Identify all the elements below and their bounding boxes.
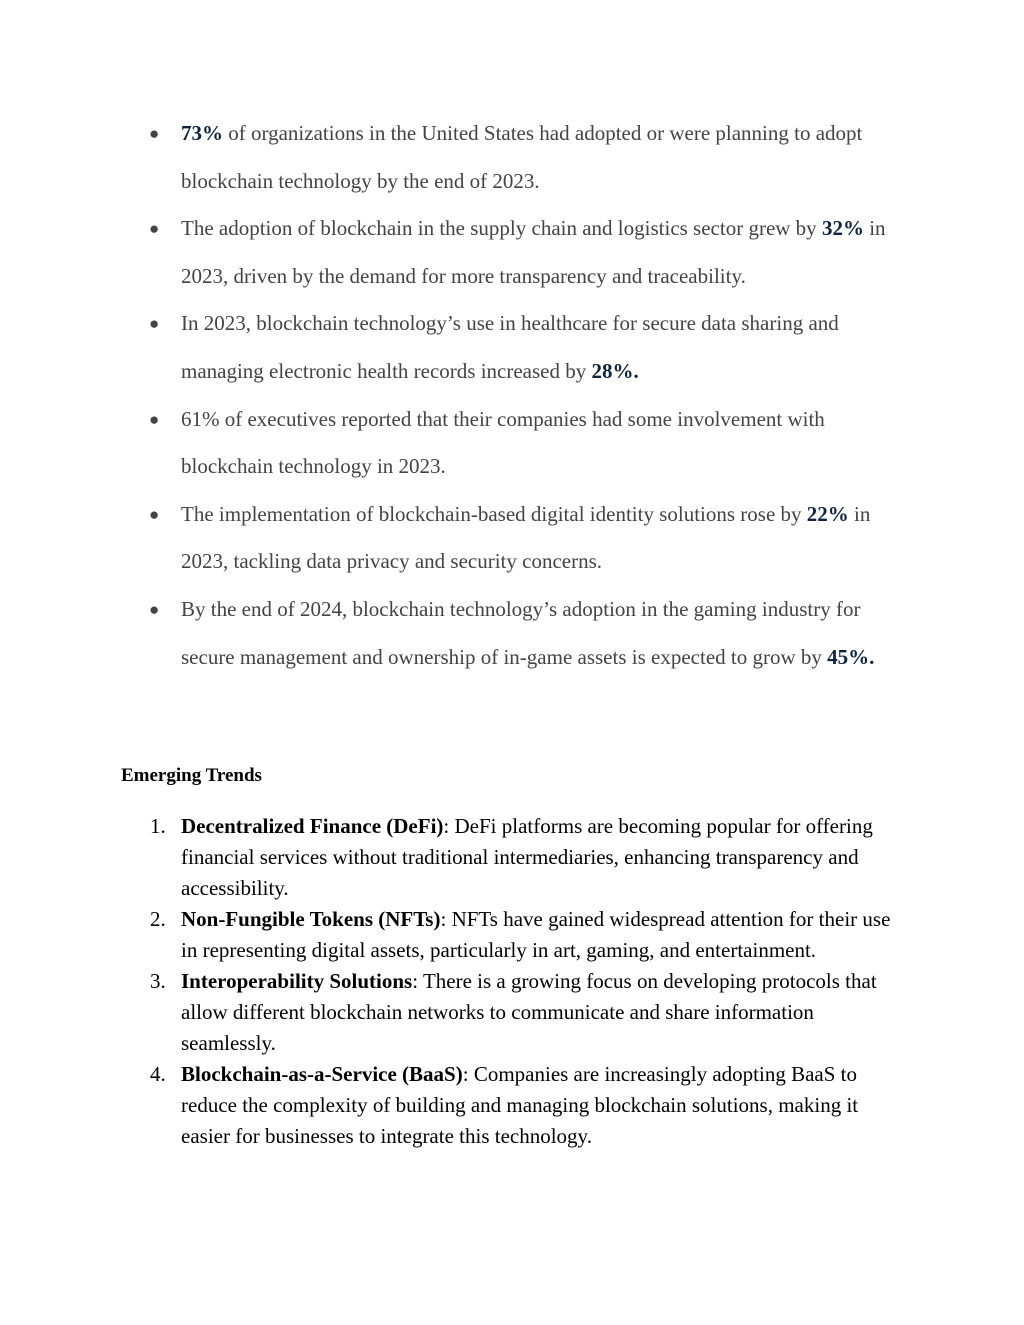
statistic-item bbox=[0, 205, 1024, 300]
statistic-item bbox=[0, 110, 1024, 205]
trend-term: Non-Fungible Tokens (NFTs) bbox=[181, 907, 441, 931]
trend-description: : NFTs have gained widespread attention for their use in representing digital assets, particularly in art, gaming, and entertainment. bbox=[181, 907, 891, 962]
statistic-item bbox=[0, 586, 1024, 681]
trend-item bbox=[0, 1059, 1024, 1152]
statistic-highlight: 28%. bbox=[591, 358, 639, 383]
statistic-item bbox=[0, 491, 1024, 586]
trend-item bbox=[0, 966, 1024, 1059]
bullet-icon: ● bbox=[149, 219, 160, 239]
trend-description: : DeFi platforms are becoming popular for offering financial services without traditional intermediaries, enhancing transparency and accessibility. bbox=[181, 814, 873, 900]
statistic-text: By the end of 2024, blockchain technology’s adoption in the gaming industry for secure management and ownership of in-game assets is expected to grow by bbox=[181, 596, 861, 669]
trend-description: : Companies are increasingly adopting BaaS to reduce the complexity of building and managing blockchain solutions, making it easier for businesses to integrate this technology. bbox=[181, 1062, 859, 1148]
bullet-icon: ● bbox=[149, 124, 160, 143]
statistic-text: The implementation of blockchain-based digital identity solutions rose by bbox=[181, 501, 807, 526]
statistic-highlight: 73% bbox=[181, 121, 223, 145]
statistic-highlight: 45%. bbox=[827, 644, 875, 669]
bullet-icon: ● bbox=[149, 599, 160, 619]
statistic-item bbox=[0, 300, 1024, 395]
statistic-item bbox=[0, 396, 1024, 491]
statistics-list bbox=[0, 110, 1024, 681]
list-number: 1. bbox=[150, 814, 166, 838]
statistic-text: 61% of executives reported that their companies had some involvement with blockchain technology in 2023. bbox=[181, 406, 825, 479]
trend-term: Interoperability Solutions bbox=[181, 969, 413, 993]
statistic-text: of organizations in the United States had adopted or were planning to adopt blockchain technology by the end of 2023. bbox=[181, 121, 863, 193]
statistic-highlight: 22% bbox=[806, 501, 849, 526]
statistic-text: in 2023, driven by the demand for more transparency and traceability. bbox=[181, 216, 886, 288]
bullet-icon: ● bbox=[149, 409, 160, 429]
trend-description: : There is a growing focus on developing protocols that allow different blockchain networks to communicate and share information seamlessly. bbox=[181, 969, 877, 1055]
statistic-text: In 2023, blockchain technology’s use in healthcare for secure data sharing and managing electronic health records increased by bbox=[181, 311, 839, 383]
list-number: 3. bbox=[150, 969, 166, 993]
trends-list bbox=[0, 811, 1024, 1152]
statistic-highlight: 32% bbox=[821, 216, 864, 241]
list-number: 2. bbox=[150, 907, 166, 931]
trend-item bbox=[0, 811, 1024, 904]
list-number: 4. bbox=[150, 1062, 166, 1086]
trend-item bbox=[0, 904, 1024, 966]
statistic-text: in 2023, tackling data privacy and security concerns. bbox=[181, 501, 871, 574]
trend-term: Blockchain-as-a-Service (BaaS) bbox=[181, 1062, 463, 1086]
section-heading: Emerging Trends bbox=[121, 765, 262, 786]
bullet-icon: ● bbox=[149, 314, 160, 334]
trend-term: Decentralized Finance (DeFi) bbox=[181, 814, 444, 838]
statistic-text: The adoption of blockchain in the supply chain and logistics sector grew by bbox=[181, 216, 822, 241]
bullet-icon: ● bbox=[149, 504, 160, 524]
